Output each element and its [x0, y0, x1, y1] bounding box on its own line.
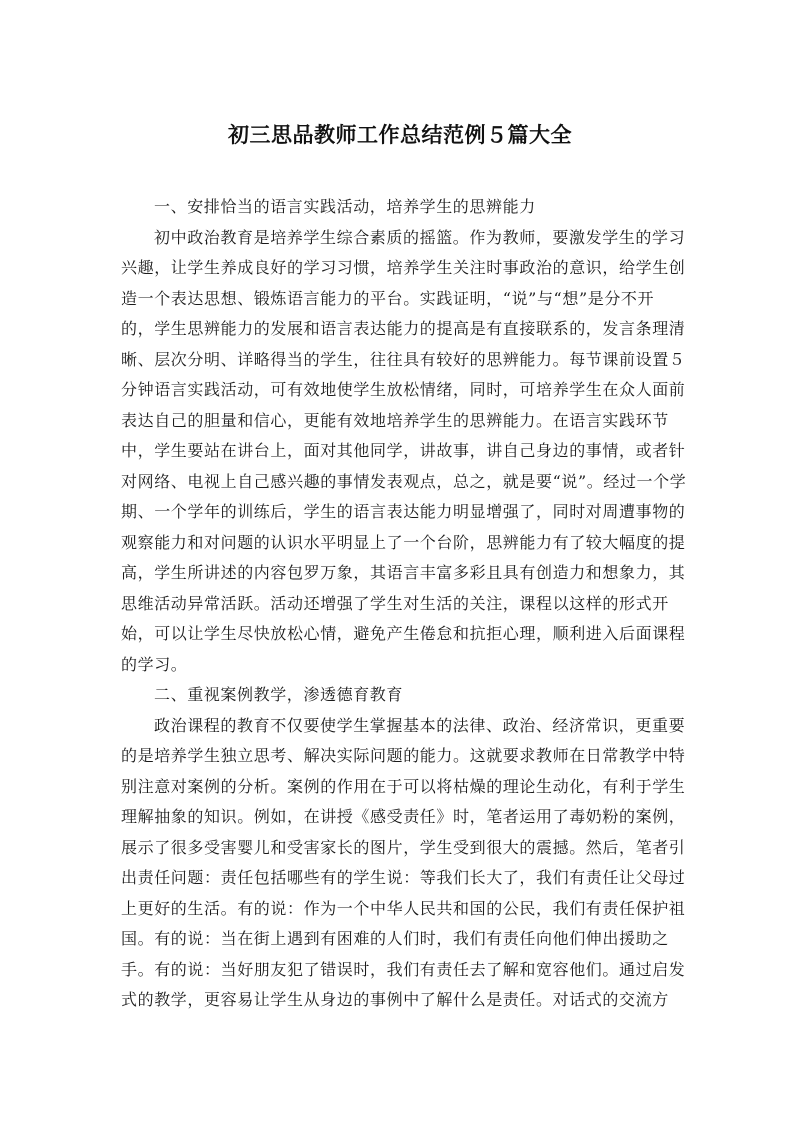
text-line: 观察能力和对问题的认识水平明显上了一个台阶，思辨能力有了较大幅度的提 [121, 532, 686, 552]
text-line: 政治课程的教育不仅要使学生掌握基本的法律、政治、经济常识，更重要 [154, 715, 686, 735]
text-line: 国。有的说：当在街上遇到有困难的人们时，我们有责任向他们伸出援助之 [121, 929, 669, 948]
text-line: 造一个表达思想、锻炼语言能力的平台。实践证明，“说”与“想”是分不开 [121, 288, 655, 308]
text-line: 思维活动异常活跃。活动还增强了学生对生活的关注，课程以这样的形式开 [121, 593, 669, 613]
text-line: 的学习。 [121, 654, 188, 674]
text-line: 中，学生要站在讲台上，面对其他同学，讲故事，讲自己身边的事情，或者针 [121, 441, 686, 460]
text-line: 的，学生思辨能力的发展和语言表达能力的提高是有直接联系的，发言条理清 [121, 319, 686, 338]
text-line: 手。有的说：当好朋友犯了错误时，我们有责任去了解和宽容他们。通过启发 [121, 959, 686, 979]
text-line: 始，可以让学生尽快放松心情，避免产生倦怠和抗拒心理，顺利进入后面课程 [121, 624, 686, 643]
text-line: 分钟语言实践活动，可有效地使学生放松情绪，同时，可培养学生在众人面前 [121, 380, 686, 399]
text-line: 期、一个学年的训练后，学生的语言表达能力明显增强了，同时对周遭事物的 [121, 502, 686, 521]
text-line: 一、安排恰当的语言实践活动，培养学生的思辨能力 [154, 197, 536, 216]
document-title: 初三思品教师工作总结范例５篇大全 [228, 123, 572, 147]
text-line: 高，学生所讲述的内容包罗万象，其语言丰富多彩且具有创造力和想象力，其 [121, 563, 686, 582]
text-line: 的是培养学生独立思考、解决实际问题的能力。这就要求教师在日常教学中特 [121, 746, 686, 765]
text-line: 兴趣，让学生养成良好的学习习惯，培养学生关注时事政治的意识，给学生创 [121, 258, 686, 277]
text-line: 晰、层次分明、详略得当的学生，往往具有较好的思辨能力。每节课前设置５ [121, 349, 686, 369]
text-line: 式的教学，更容易让学生从身边的事例中了解什么是责任。对话式的交流方 [121, 990, 669, 1009]
text-line: 别注意对案例的分析。案例的作用在于可以将枯燥的理论生动化，有利于学生 [121, 776, 686, 796]
text-line: 表达自己的胆量和信心，更能有效地培养学生的思辨能力。在语言实践环节 [121, 410, 669, 430]
text-line: 出责任问题：责任包括哪些有的学生说：等我们长大了，我们有责任让父母过 [121, 868, 686, 887]
document-body [121, 192, 687, 1016]
text-line: 理解抽象的知识。例如，在讲授《感受责任》时，笔者运用了毒奶粉的案例， [121, 807, 686, 826]
text-line: 初中政治教育是培养学生综合素质的摇篮。作为教师，要激发学生的学习 [154, 227, 686, 247]
text-line: 展示了很多受害婴儿和受害家长的图片，学生受到很大的震撼。然后，笔者引 [121, 837, 686, 857]
text-line: 对网络、电视上自己感兴趣的事情发表观点，总之，就是要“说”。经过一个学 [121, 471, 687, 491]
text-line: 二、重视案例教学，渗透德育教育 [154, 685, 404, 704]
text-line: 上更好的生活。有的说：作为一个中华人民共和国的公民，我们有责任保护祖 [121, 898, 686, 918]
